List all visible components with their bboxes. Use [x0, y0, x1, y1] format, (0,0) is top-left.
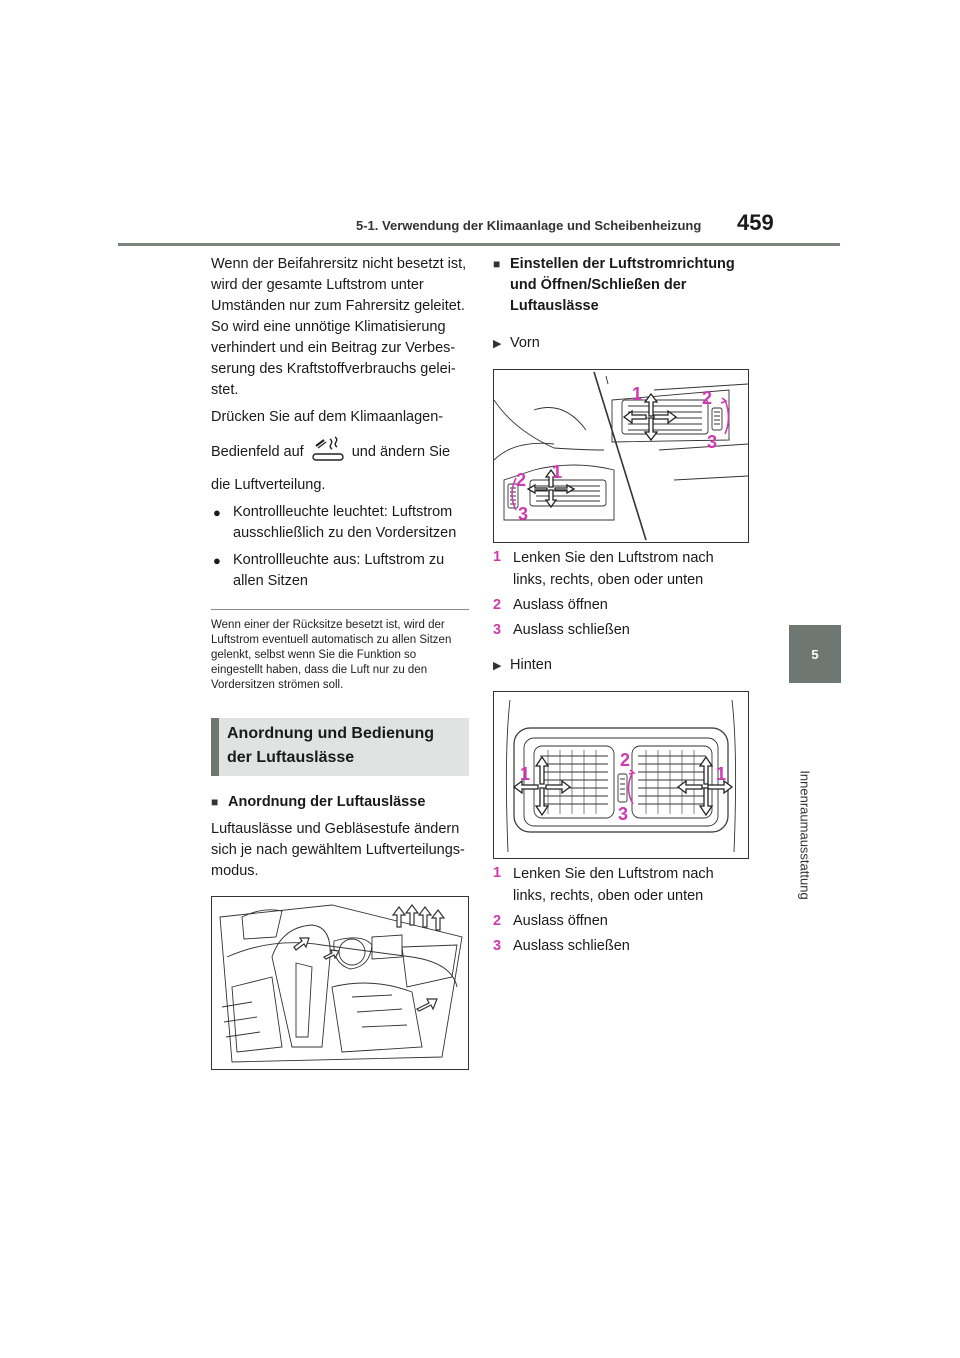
- front-steps: [493, 547, 749, 641]
- chapter-tab[interactable]: [789, 625, 841, 683]
- rear-vents-illustration: [494, 692, 748, 858]
- subheading-text: Einstellen der Luftstromrichtung und Öffnen/Schließen der Luftauslässe: [510, 256, 735, 314]
- header-divider: [118, 243, 840, 246]
- front-callout-2-right: 2: [702, 388, 713, 408]
- front-vent-figure: [493, 369, 749, 543]
- step-item: [493, 936, 749, 957]
- front-callout-2-left: 2: [516, 470, 527, 490]
- step-text: Lenken Sie den Luftstrom nach links, rechts, oben oder unten: [513, 550, 714, 588]
- subheading-paragraph: Luftauslässe und Gebläsestufe ändern sich je nach gewähltem Luftverteilungs-modus.: [211, 821, 465, 879]
- square-bullet-icon: ■: [211, 795, 219, 809]
- note-text: Wenn einer der Rücksitze besetzt ist, wird der Luftstrom eventuell automatisch zu allen Sitzen gelenkt, selbst wenn Sie die Funktion so eingestellt haben, dass die Luft nur zu den Vordersitzen strömen soll.: [211, 619, 452, 691]
- rear-steps: [493, 863, 749, 957]
- step-item: [493, 863, 749, 907]
- note-divider: [211, 609, 469, 610]
- rear-callout-1-left: 1: [520, 764, 531, 784]
- car-interior-illustration: [212, 897, 468, 1069]
- step-item: [493, 620, 749, 641]
- instruction-line-3: die Luftverteilung.: [211, 477, 326, 493]
- triangle-bullet-icon: ▶: [493, 338, 502, 350]
- bullet-dot-icon: ●: [213, 553, 221, 568]
- page-number: 459: [737, 210, 774, 235]
- step-item: [493, 911, 749, 932]
- bullet-item: [211, 502, 469, 544]
- vent-layout-figure: [211, 896, 469, 1070]
- step-text: Auslass schließen: [513, 938, 630, 954]
- chapter-label: Innenraumausstattung: [797, 770, 813, 900]
- square-bullet-icon: ■: [493, 257, 501, 271]
- instruction-line-1: Drücken Sie auf dem Klimaanlagen-: [211, 409, 444, 425]
- step-text: Auslass öffnen: [513, 597, 608, 613]
- step-number: 2: [493, 597, 502, 613]
- bullet-text: Kontrollleuchte aus: Luftstrom zu allen Sitzen: [233, 552, 445, 589]
- step-text: Auslass schließen: [513, 622, 630, 638]
- rear-callout-2: 2: [620, 750, 631, 770]
- bullet-text: Kontrollleuchte leuchtet: Luftstrom ausschließlich zu den Vordersitzen: [233, 504, 457, 541]
- front-callout-1-right: 1: [632, 384, 643, 404]
- front-callout-1-left: 1: [552, 462, 563, 482]
- subheading-layout: [211, 792, 469, 813]
- section-heading: Anordnung und Bedienung der Luftauslässe: [211, 718, 469, 776]
- page-section-title: 5-1. Verwendung der Klimaanlage und Scheibenheizung: [356, 218, 702, 233]
- step-number: 3: [493, 938, 502, 954]
- rear-callout-3: 3: [618, 804, 629, 824]
- step-item: [493, 547, 749, 591]
- step-item: [493, 595, 749, 616]
- left-column: [211, 254, 469, 1070]
- front-callout-3-right: 3: [707, 432, 718, 452]
- front-label-item: [493, 333, 749, 355]
- step-number: 3: [493, 622, 502, 638]
- step-number: 1: [493, 549, 502, 565]
- subheading-direction: [493, 254, 749, 317]
- right-column: [493, 254, 749, 957]
- front-vents-illustration: [494, 370, 748, 542]
- bullet-item: [211, 550, 469, 592]
- rear-vent-figure: [493, 691, 749, 859]
- rear-label-item: [493, 655, 749, 677]
- instruction-after-icon: und ändern Sie: [351, 444, 451, 460]
- front-callout-3-left: 3: [518, 504, 529, 524]
- instruction-line-2: [211, 436, 469, 469]
- step-number: 1: [493, 865, 502, 881]
- step-number: 2: [493, 913, 502, 929]
- triangle-bullet-icon: ▶: [493, 660, 502, 672]
- rear-callout-1-right: 1: [716, 764, 727, 784]
- intro-paragraph: Wenn der Beifahrersitz nicht besetzt ist, wird der gesamte Luftstrom unter Umständen nur zum Fahrersitz geleitet. So wird eine unnötige Klimatisierung verhindert und ein Beitrag zur Verbes-serung des Kraftstoffverbrauchs gelei-stet.: [211, 256, 467, 398]
- front-label: Vorn: [510, 335, 540, 351]
- rear-label: Hinten: [510, 657, 552, 673]
- bullet-dot-icon: ●: [213, 505, 221, 520]
- step-text: Auslass öffnen: [513, 913, 608, 929]
- rear-seat-airflow-icon: [310, 436, 346, 469]
- instruction-before-icon: Bedienfeld auf: [211, 444, 304, 460]
- subheading-text: Anordnung der Luftauslässe: [228, 794, 426, 810]
- step-text: Lenken Sie den Luftstrom nach links, rechts, oben oder unten: [513, 866, 714, 904]
- chapter-number: 5: [811, 646, 819, 662]
